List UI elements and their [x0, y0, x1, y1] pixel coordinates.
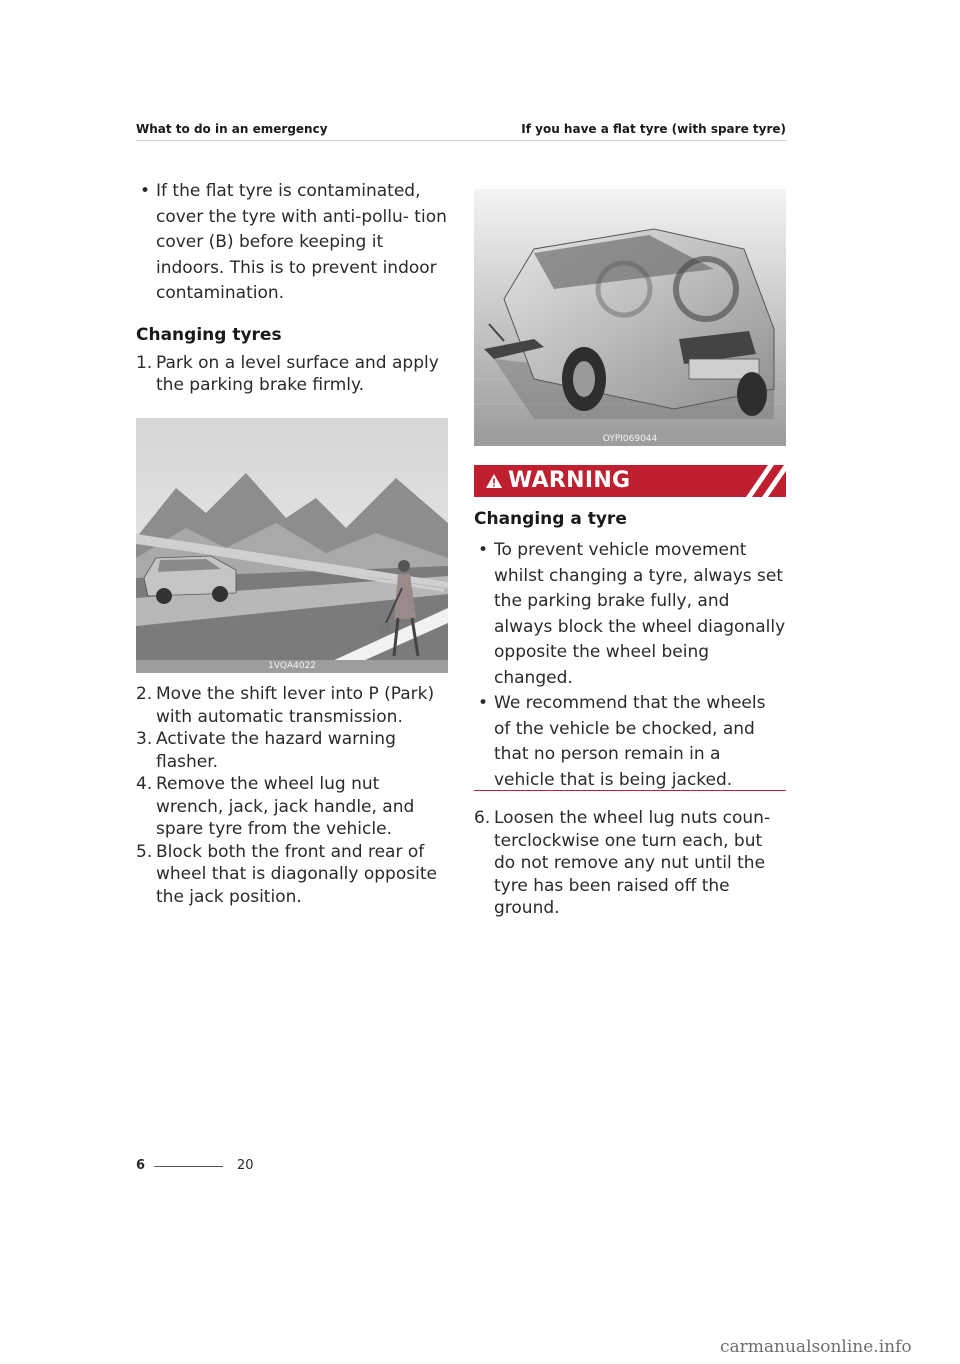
warning-stripes-icon [726, 465, 786, 497]
left-column [136, 179, 448, 397]
step-item [136, 773, 448, 841]
warning-content [474, 507, 786, 793]
warning-bullet [474, 538, 786, 691]
step-item [136, 683, 448, 728]
header-divider [136, 140, 786, 141]
bullet-dot: • [478, 693, 489, 713]
left-column-steps [136, 683, 448, 908]
roadside-illustration [136, 418, 448, 673]
warning-triangle-icon [486, 474, 502, 488]
section-title: Changing tyres [136, 324, 282, 345]
figure-roadside-scene [136, 418, 448, 673]
step-text: Activate the hazard warning flasher. [156, 729, 396, 772]
right-column-steps [474, 807, 786, 920]
step-text: Loosen the wheel lug nuts coun- terclockwise one turn each, but do not remove any nut until the tyre has been raised off the ground. [494, 808, 771, 918]
step-number: 6. [474, 808, 491, 828]
step-number: 4. [136, 774, 153, 794]
step-number: 5. [136, 841, 153, 862]
step-text: Block both the front and rear of wheel that is diagonally opposite the jack position. [156, 841, 437, 907]
step-number: 1. [136, 352, 153, 373]
figure-vehicle-jack [474, 189, 786, 446]
warning-banner [474, 465, 786, 497]
step-item [136, 352, 448, 397]
running-header-topic: If you have a flat tyre (with spare tyre) [521, 122, 786, 136]
intro-bullet [136, 179, 448, 307]
warning-bullet [474, 691, 786, 793]
step-text: Remove the wheel lug nut wrench, jack, jack handle, and spare tyre from the vehicle. [156, 774, 415, 839]
step-number: 3. [136, 729, 153, 749]
step-item [474, 807, 786, 920]
figure-code: 1VQA4022 [136, 660, 448, 673]
footer-divider [154, 1166, 223, 1167]
warning-bullet-text: To prevent vehicle movement whilst changing a tyre, always set the parking brake fully, and always block the wheel diagonally opposite the wheel being changed. [494, 540, 786, 688]
warning-end-rule [474, 790, 786, 791]
chapter-number: 6 [136, 1158, 146, 1173]
step-text: Move the shift lever into P (Park) with automatic transmission. [156, 684, 435, 727]
running-header-section: What to do in an emergency [136, 122, 328, 136]
step-number: 2. [136, 684, 153, 704]
watermark: carmanualsonline.info [720, 1337, 912, 1357]
vehicle-illustration [474, 189, 786, 446]
warning-bullet-text: We recommend that the wheels of the vehicle be chocked, and that no person remain in a vehicle that is being jacked. [494, 693, 766, 790]
warning-label: WARNING [508, 468, 631, 493]
intro-bullet-text: If the flat tyre is contaminated, cover the tyre with anti-pollu- tion cover (B) before keeping it indoors. This is to prevent indoor contamination. [156, 181, 447, 303]
step-item [136, 728, 448, 773]
bullet-dot: • [478, 540, 489, 560]
step-item [136, 841, 448, 909]
bullet-dot: • [140, 181, 151, 201]
figure-code: OYPI069044 [474, 433, 786, 446]
step-text: Park on a level surface and apply the parking brake firmly. [156, 352, 439, 395]
warning-title: Changing a tyre [474, 509, 627, 529]
page-number: 20 [237, 1158, 254, 1173]
